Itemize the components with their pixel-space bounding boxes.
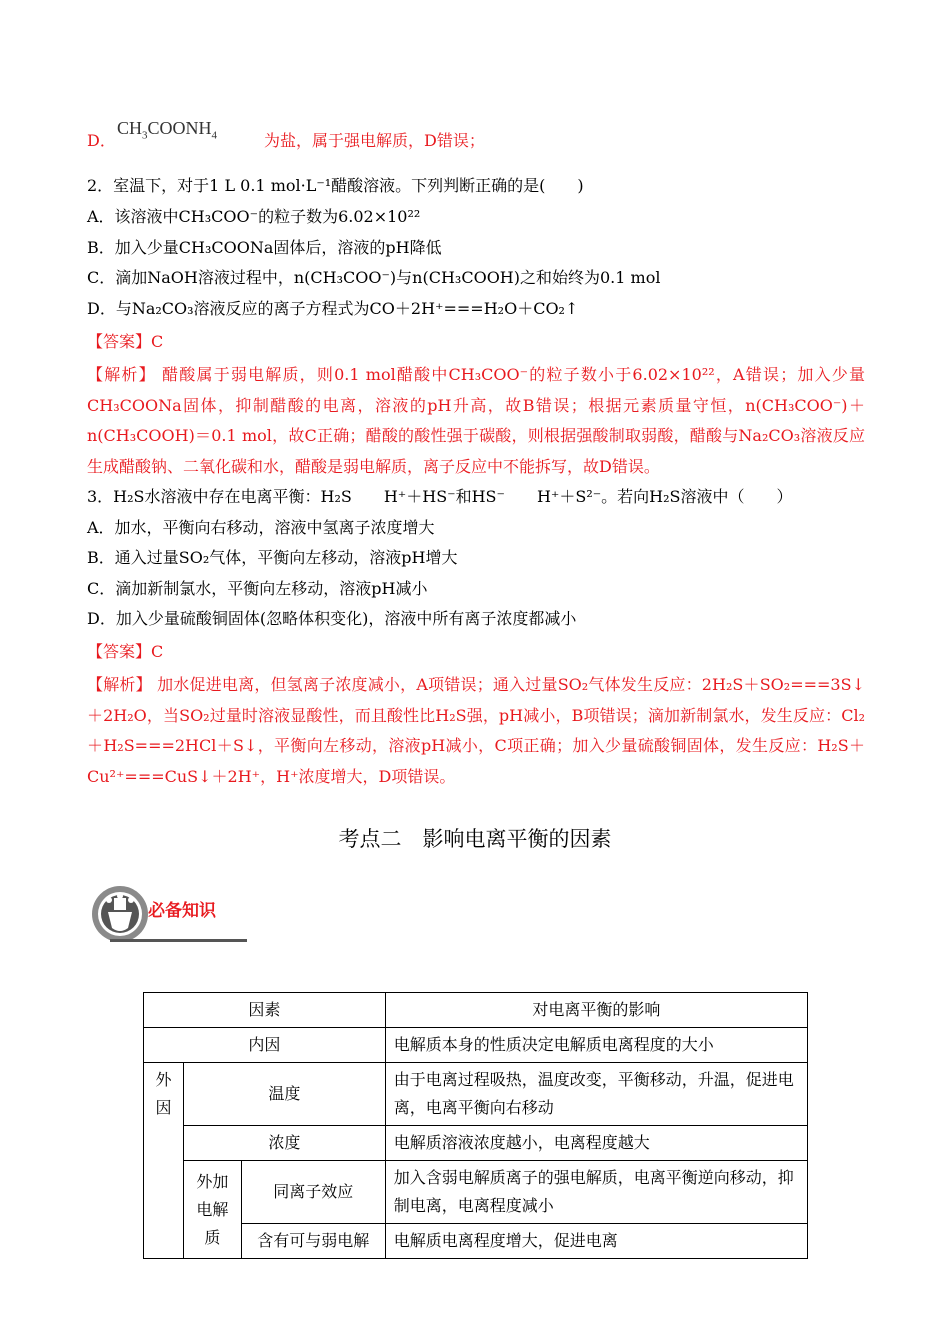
temperature-effect: 由于电离过程吸热，温度改变，平衡移动，升温，促进电离，电离平衡向右移动 (385, 1063, 807, 1126)
common-ion-effect: 加入含弱电解质离子的强电解质，电离平衡逆向移动，抑制电离，电离程度减小 (385, 1161, 807, 1224)
table-row (144, 993, 808, 1028)
concentration-factor: 浓度 (183, 1126, 385, 1161)
intro-d-text: 为盐，属于强电解质，D错误； (264, 131, 485, 150)
q3-analysis (87, 670, 865, 792)
table-row (144, 1224, 808, 1259)
q3-analysis-label: 【解析】 (87, 675, 152, 694)
head-effect: 对电离平衡的影响 (385, 993, 807, 1028)
q3-option-d: D．加入少量硫酸铜固体(忽略体积变化)，溶液中所有离子浓度都减小 (87, 609, 577, 628)
q3-option-c: C．滴加新制氯水，平衡向左移动，溶液pH减小 (87, 579, 428, 598)
intro-d-prefix: D． (87, 131, 116, 150)
q2-answer: 【答案】C (87, 332, 164, 351)
outer-factor: 外因 (144, 1063, 184, 1259)
intro-d-formula: $CH_3COONH_4$ (117, 118, 218, 142)
q2-option-a: A．该溶液中CH₃COO⁻的粒子数为6.02×10²² (87, 207, 421, 226)
q2-option-d: D．与Na₂CO₃溶液反应的离子方程式为CO＋2H⁺===H₂O＋CO₂↑ (87, 299, 579, 318)
inner-factor: 内因 (144, 1028, 386, 1063)
common-ion-factor: 同离子效应 (241, 1161, 385, 1224)
factor-table (143, 992, 808, 1259)
q3-option-a: A．加水，平衡向右移动，溶液中氢离子浓度增大 (87, 518, 435, 537)
q2-analysis (87, 360, 865, 482)
q3-stem: 3．H₂S水溶液中存在电离平衡：H₂S H⁺＋HS⁻和HS⁻ H⁺＋S²⁻。若向H₂S溶液中（ ） (87, 487, 793, 506)
concentration-effect: 电解质溶液浓度越小，电离程度越大 (385, 1126, 807, 1161)
q2-option-b: B．加入少量CH₃COONa固体后，溶液的pH降低 (87, 238, 442, 257)
table-row (144, 1028, 808, 1063)
table-row (144, 1126, 808, 1161)
temperature-factor: 温度 (183, 1063, 385, 1126)
head-factor: 因素 (144, 993, 386, 1028)
q2-analysis-text: 醋酸属于弱电解质，则0.1 mol醋酸中CH₃COO⁻的粒子数小于6.02×10²²，A错误；加入少量CH₃COONa固体，抑制醋酸的电离，溶液的pH升高，故B错误；根据元素质量守恒，n(CH₃COO⁻)＋n(CH₃COOH)＝0.1 mol，故C正确；醋酸的酸性强于碳酸，则根据强酸制取弱酸，醋酸与Na₂CO₃溶液反应生成醋酸钠、二氧化碳和水，醋酸是弱电解质，离子反应中不能拆写，故D错误。 (87, 365, 865, 476)
knowledge-header (90, 882, 250, 946)
reactive-effect: 电解质电离程度增大，促进电离 (385, 1224, 807, 1259)
chemistry-badge-icon (90, 882, 150, 946)
added-electrolyte-factor: 外加电解质 (183, 1161, 241, 1259)
table-row (144, 1161, 808, 1224)
section-title: 考点二 影响电离平衡的因素 (338, 827, 612, 851)
q2-analysis-label: 【解析】 (87, 365, 156, 384)
q3-option-b: B．通入过量SO₂气体，平衡向左移动，溶液pH增大 (87, 548, 458, 567)
table-row (144, 1063, 808, 1126)
reactive-factor: 含有可与弱电解 (241, 1224, 385, 1259)
q3-analysis-text: 加水促进电离，但氢离子浓度减小，A项错误；通入过量SO₂气体发生反应：2H₂S＋SO₂===3S↓＋2H₂O，当SO₂过量时溶液显酸性，而且酸性比H₂S强，pH减小，B项错误；滴加新制氯水，发生反应：Cl₂＋H₂S===2HCl＋S↓，平衡向左移动，溶液pH减小，C项正确；加入少量硫酸铜固体，发生反应：H₂S＋Cu²⁺===CuS↓＋2H⁺，H⁺浓度增大，D项错误。 (87, 675, 865, 786)
knowledge-underline (110, 939, 247, 942)
q2-stem: 2．室温下，对于1 L 0.1 mol·L⁻¹醋酸溶液。下列判断正确的是( ) (87, 176, 584, 195)
inner-effect: 电解质本身的性质决定电解质电离程度的大小 (385, 1028, 807, 1063)
q3-answer: 【答案】C (87, 642, 164, 661)
q2-option-c: C．滴加NaOH溶液过程中，n(CH₃COO⁻)与n(CH₃COOH)之和始终为0.1 mol (87, 268, 661, 287)
knowledge-label: 必备知识 (148, 901, 216, 921)
